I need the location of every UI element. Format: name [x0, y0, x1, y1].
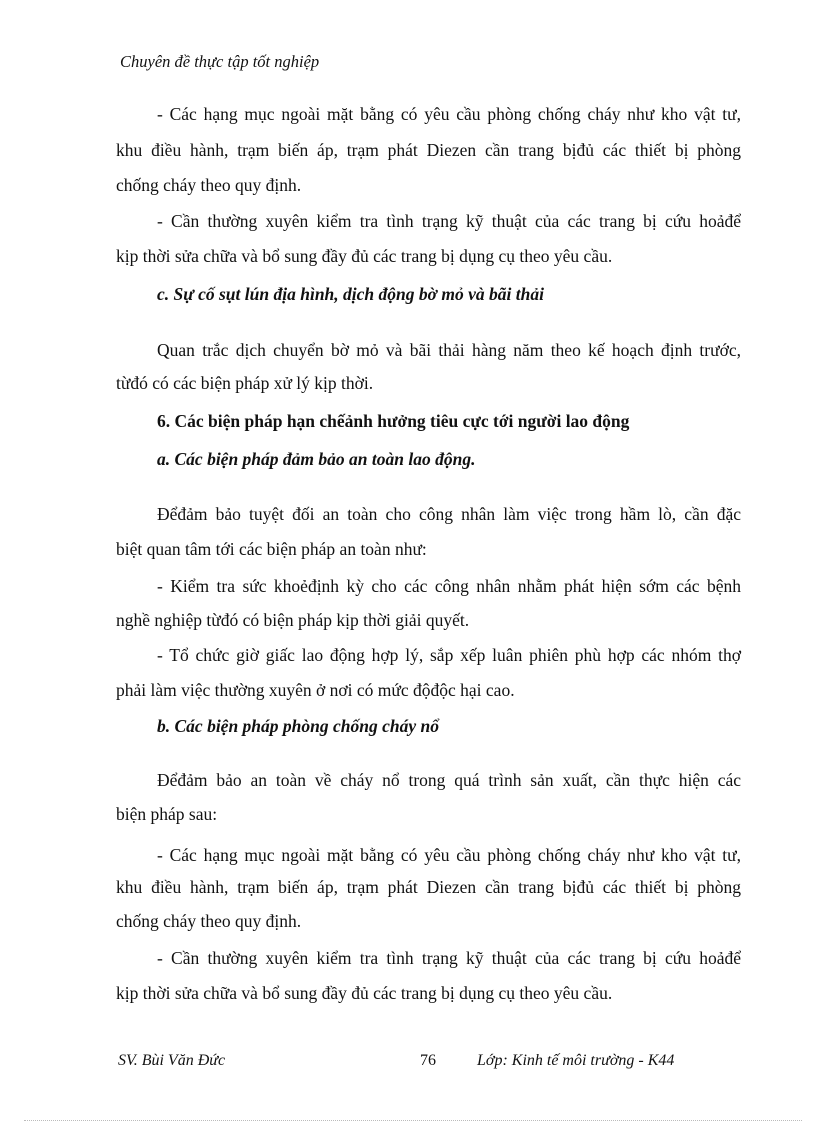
- header-title: Chuyên đề thực tập tốt nghiệp: [120, 52, 320, 71]
- footer-author: SV. Bùi Văn Đức: [118, 1052, 226, 1069]
- paragraph-line: Đểđảm bảo an toàn về cháy nổ trong quá trình sản xuất, cần thực hiện các: [157, 770, 741, 790]
- paragraph-line: - Kiểm tra sức khoẻđịnh kỳ cho các công nhân nhằm phát hiện sớm các bệnh: [157, 576, 741, 596]
- paragraph-line: - Các hạng mục ngoài mặt bằng có yêu cầu phòng chống cháy như kho vật tư,: [157, 104, 741, 124]
- paragraph-line: biệt quan tâm tới các biện pháp an toàn như:: [116, 539, 427, 559]
- paragraph-line: Quan trắc dịch chuyển bờ mỏ và bãi thải hàng năm theo kế hoạch định trước,: [157, 340, 741, 360]
- paragraph-line: Đểđảm bảo tuyệt đối an toàn cho công nhân làm việc trong hầm lò, cần đặc: [157, 504, 741, 524]
- footer-class: Lớp: Kinh tế môi trường - K44: [477, 1052, 675, 1069]
- paragraph-line: từđó có các biện pháp xử lý kịp thời.: [116, 373, 374, 393]
- paragraph-line: - Cần thường xuyên kiểm tra tình trạng kỹ thuật của các trang bị cứu hoảđể: [157, 211, 741, 231]
- paragraph-line: khu điều hành, trạm biến áp, trạm phát Diezen cần trang bịđủ các thiết bị phòng: [116, 140, 741, 160]
- paragraph-line: nghề nghiệp từđó có biện pháp kịp thời giải quyết.: [116, 610, 470, 630]
- section-heading-6: 6. Các biện pháp hạn chếảnh hưởng tiêu cực tới người lao động: [157, 411, 630, 431]
- paragraph-line: biện pháp sau:: [116, 804, 218, 824]
- paragraph-line: phải làm việc thường xuyên ở nơi có mức độđộc hại cao.: [116, 680, 515, 700]
- paragraph-line: chống cháy theo quy định.: [116, 911, 302, 931]
- section-heading-c: c. Sự cố sụt lún địa hình, dịch động bờ mỏ và bãi thải: [157, 284, 544, 304]
- paragraph-line: kịp thời sửa chữa và bổ sung đầy đủ các trang bị dụng cụ theo yêu cầu.: [116, 246, 613, 266]
- section-heading-a: a. Các biện pháp đảm bảo an toàn lao động.: [157, 449, 476, 469]
- paragraph-line: - Các hạng mục ngoài mặt bằng có yêu cầu phòng chống cháy như kho vật tư,: [157, 845, 741, 865]
- paragraph-line: - Tổ chức giờ giấc lao động hợp lý, sắp xếp luân phiên phù hợp các nhóm thợ: [157, 645, 741, 665]
- page-bottom-divider: [24, 1120, 802, 1121]
- paragraph-line: kịp thời sửa chữa và bổ sung đầy đủ các trang bị dụng cụ theo yêu cầu.: [116, 983, 613, 1003]
- section-heading-b: b. Các biện pháp phòng chống cháy nổ: [157, 716, 439, 736]
- paragraph-line: khu điều hành, trạm biến áp, trạm phát Diezen cần trang bịđủ các thiết bị phòng: [116, 877, 741, 897]
- paragraph-line: chống cháy theo quy định.: [116, 175, 302, 195]
- paragraph-line: - Cần thường xuyên kiểm tra tình trạng kỹ thuật của các trang bị cứu hoảđể: [157, 948, 741, 968]
- page-number: 76: [420, 1052, 436, 1069]
